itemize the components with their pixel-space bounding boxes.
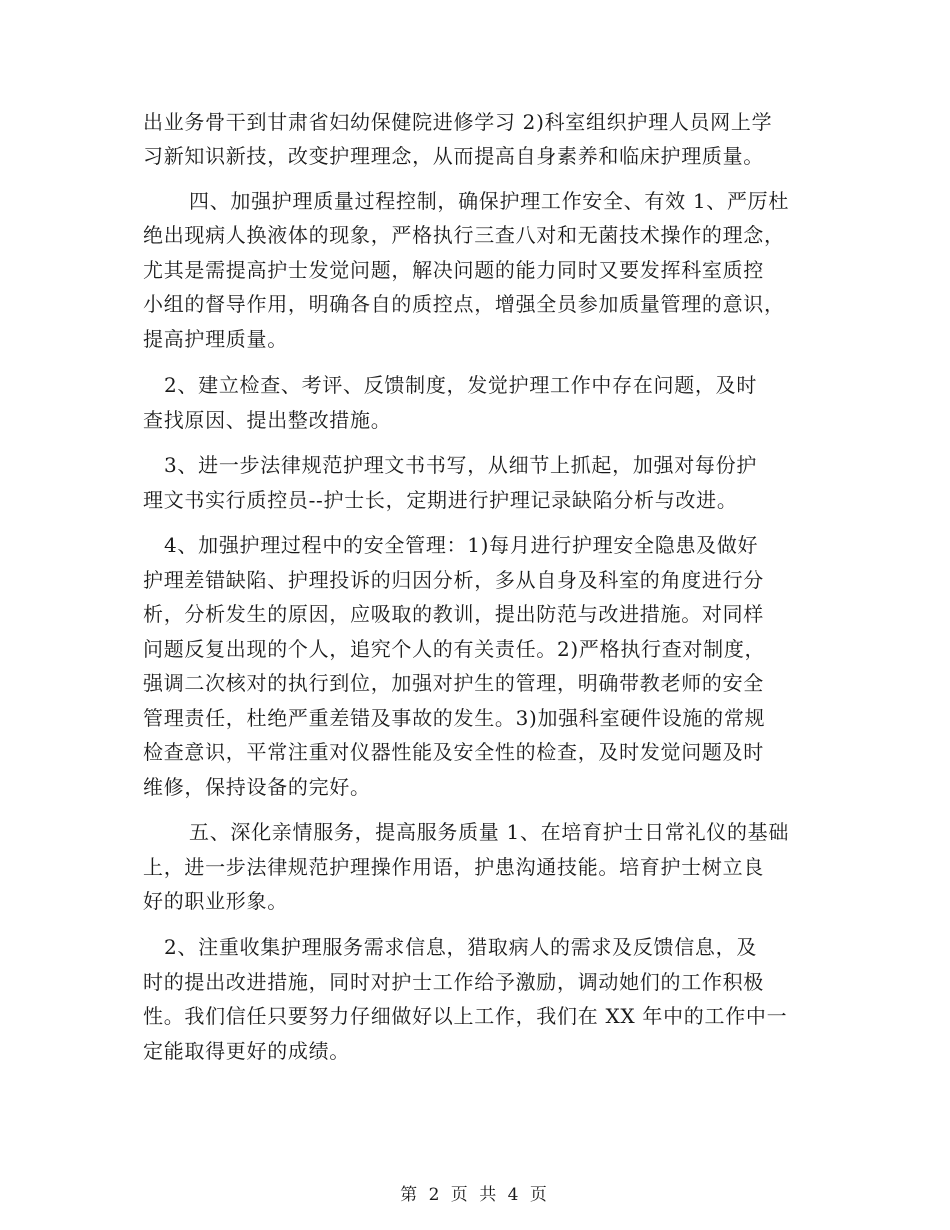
paragraph-start-line: 2、注重收集护理服务需求信息，猎取病人的需求及反馈信息，及 xyxy=(164,935,758,959)
text-line: 尤其是需提高护士发觉问题，解决问题的能力同时又要发挥科室质控 xyxy=(143,258,764,282)
paragraph-start-line: 3、进一步法律规范护理文书书写，从细节上抓起，加强对每份护 xyxy=(164,453,758,477)
text-line: 检查意识，平常注重对仪器性能及安全性的检查，及时发觉问题及时 xyxy=(143,740,764,764)
text-line: 护理差错缺陷、护理投诉的归因分析，多从自身及科室的角度进行分 xyxy=(143,568,764,592)
paragraph-start-line: 2、建立检查、考评、反馈制度，发觉护理工作中存在问题，及时 xyxy=(164,373,758,397)
text-line: 绝出现病人换液体的现象，严格执行三查八对和无菌技术操作的理念， xyxy=(143,223,785,247)
text-line: 强调二次核对的执行到位，加强对护生的管理，明确带教老师的安全 xyxy=(143,671,764,695)
text-line: 查找原因、提出整改措施。 xyxy=(143,408,392,432)
text-line: 出业务骨干到甘肃省妇幼保健院进修学习 2)科室组织护理人员网上学 xyxy=(143,110,773,134)
text-line: 性。我们信任只要努力仔细做好以上工作，我们在 XX 年中的工作中一 xyxy=(143,1004,788,1028)
page-number-footer: 第 2 页 共 4 页 xyxy=(400,1185,550,1205)
text-line: 提高护理质量。 xyxy=(143,327,288,351)
text-line: 理文书实行质控员--护士长，定期进行护理记录缺陷分析与改进。 xyxy=(143,488,738,512)
text-line: 好的职业形象。 xyxy=(143,889,288,913)
paragraph-start-line: 四、加强护理质量过程控制，确保护理工作安全、有效 1、严厉杜 xyxy=(189,189,790,213)
text-line: 小组的督导作用，明确各自的质控点，增强全员参加质量管理的意识， xyxy=(143,292,785,316)
text-line: 问题反复出现的个人，追究个人的有关责任。2)严格执行查对制度， xyxy=(143,637,766,661)
text-line: 习新知识新技，改变护理理念，从而提高自身素养和临床护理质量。 xyxy=(143,144,764,168)
text-line: 定能取得更好的成绩。 xyxy=(143,1039,350,1063)
text-line: 上，进一步法律规范护理操作用语，护患沟通技能。培育护士树立良 xyxy=(143,855,764,879)
paragraph-start-line: 4、加强护理过程中的安全管理：1)每月进行护理安全隐患及做好 xyxy=(164,533,759,557)
text-line: 时的提出改进措施，同时对护士工作给予激励，调动她们的工作积极 xyxy=(143,970,764,994)
text-line: 管理责任，杜绝严重差错及事故的发生。3)加强科室硬件设施的常规 xyxy=(143,706,766,730)
text-line: 析，分析发生的原因，应吸取的教训，提出防范与改进措施。对同样 xyxy=(143,602,764,626)
paragraph-start-line: 五、深化亲情服务，提高服务质量 1、在培育护士日常礼仪的基础 xyxy=(189,820,790,844)
text-line: 维修，保持设备的完好。 xyxy=(143,775,371,799)
